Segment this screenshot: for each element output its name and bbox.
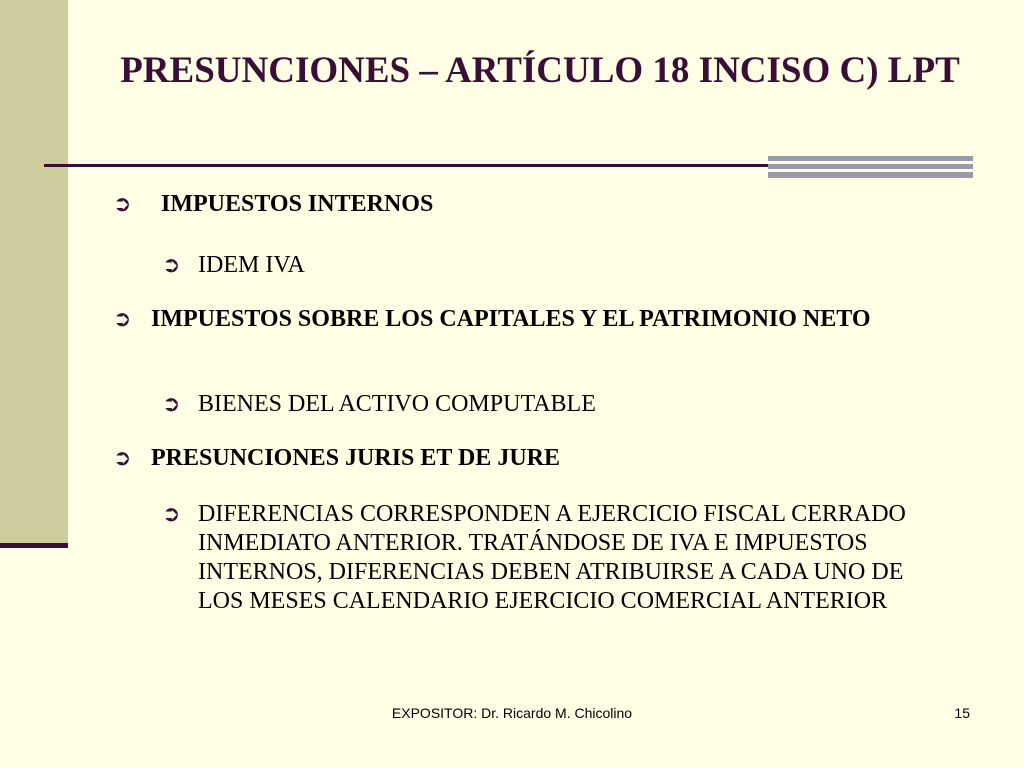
subbullet-diferencias [162,500,952,616]
arrow-bullet-icon: ➲ [113,307,132,332]
footer-expositor: EXPOSITOR: Dr. Ricardo M. Chicolino [391,705,633,721]
bullet-text: IDEM IVA [198,252,305,278]
bullet-text: BIENES DEL ACTIVO COMPUTABLE [198,391,596,417]
arrow-bullet-icon: ➲ [162,502,181,527]
arrow-bullet-icon: ➲ [162,253,181,278]
page-number: 15 [954,705,970,721]
title-divider [44,164,768,167]
bullet-text: IMPUESTOS SOBRE LOS CAPITALES Y EL PATRIMONIO NETO [151,306,871,332]
arrow-bullet-icon: ➲ [162,392,181,417]
left-decorative-band [0,0,68,545]
bullet-capitales-patrimonio [113,305,933,334]
slide-title: PRESUNCIONES – ARTÍCULO 18 INCISO C) LPT [120,50,960,91]
left-accent-line [0,543,68,548]
bullet-text: IMPUESTOS INTERNOS [161,191,434,217]
arrow-bullet-icon: ➲ [113,446,132,471]
bullet-juris-et-de-jure [113,444,933,473]
arrow-bullet-icon: ➲ [113,192,132,217]
bullet-impuestos-internos [113,190,933,219]
subbullet-idem-iva [162,251,942,280]
title-divider-bars [768,156,973,178]
bullet-text: DIFERENCIAS CORRESPONDEN A EJERCICIO FISCAL CERRADO INMEDIATO ANTERIOR. TRATÁNDOSE DE IVA E IMPUESTOS INTERNOS, DIFERENCIAS DEBEN ATRIBUIRSE A CADA UNO DE LOS MESES CALENDARIO EJERCICIO COMERCIAL ANTERIOR [198,501,906,614]
bullet-text: PRESUNCIONES JURIS ET DE JURE [151,445,560,471]
subbullet-bienes-activo [162,390,942,419]
